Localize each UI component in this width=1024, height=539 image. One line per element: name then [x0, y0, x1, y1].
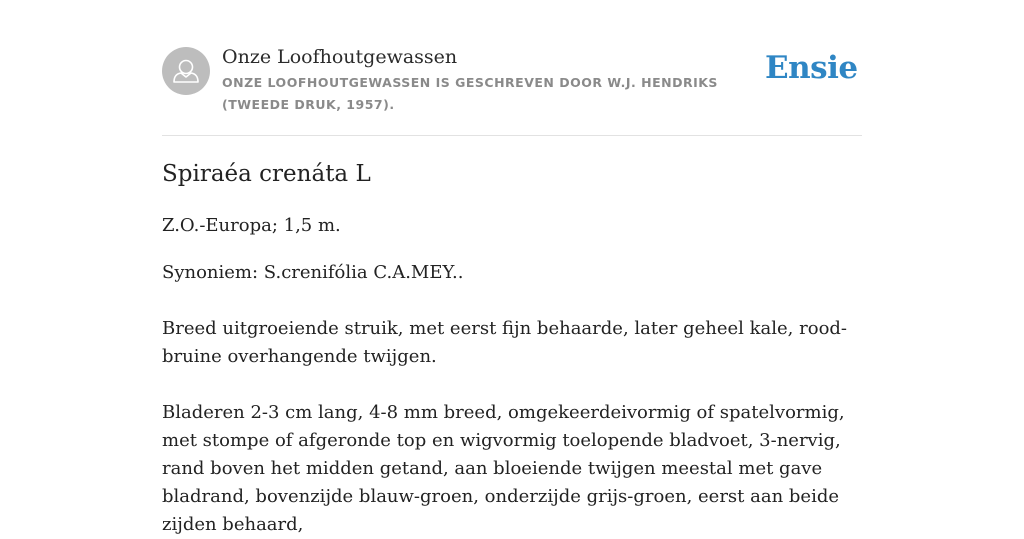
- paragraph-twigs: Breed uitgroeiende struik, met eerst fijn behaarde, later geheel kale, rood-bruine overhangende twijgen.: [162, 318, 848, 367]
- source-title[interactable]: Onze Loofhoutgewassen: [222, 46, 458, 68]
- article-body: [162, 158, 862, 539]
- author-avatar[interactable]: [162, 47, 210, 95]
- header-divider: [162, 135, 862, 136]
- source-description: ONZE LOOFHOUTGEWASSEN IS GESCHREVEN DOOR W.J. HENDRIKS (TWEEDE DRUK, 1957).: [222, 75, 718, 112]
- synonyms: Synoniem: S.crenifólia C.A.MEY..: [162, 262, 464, 283]
- user-icon: [162, 47, 210, 95]
- article-title: Spiraéa crenáta L: [162, 161, 371, 187]
- native-range: Z.O.-Europa; 1,5 m.: [162, 215, 341, 236]
- paragraph-leaves: Bladeren 2-3 cm lang, 4-8 mm breed, omgekeerdeivormig of spatelvormig, met stompe of afgeronde top en wigvormig toelopende bladvoet, 3-nervig, rand boven het midden getand, aan bloeiende twijgen meestal met gave bladrand, bovenzijde blauw-groen, onderzijde grijs-groen, eerst aan beide zijden behaard,: [162, 402, 845, 535]
- ensie-logo[interactable]: Ensie: [765, 50, 858, 86]
